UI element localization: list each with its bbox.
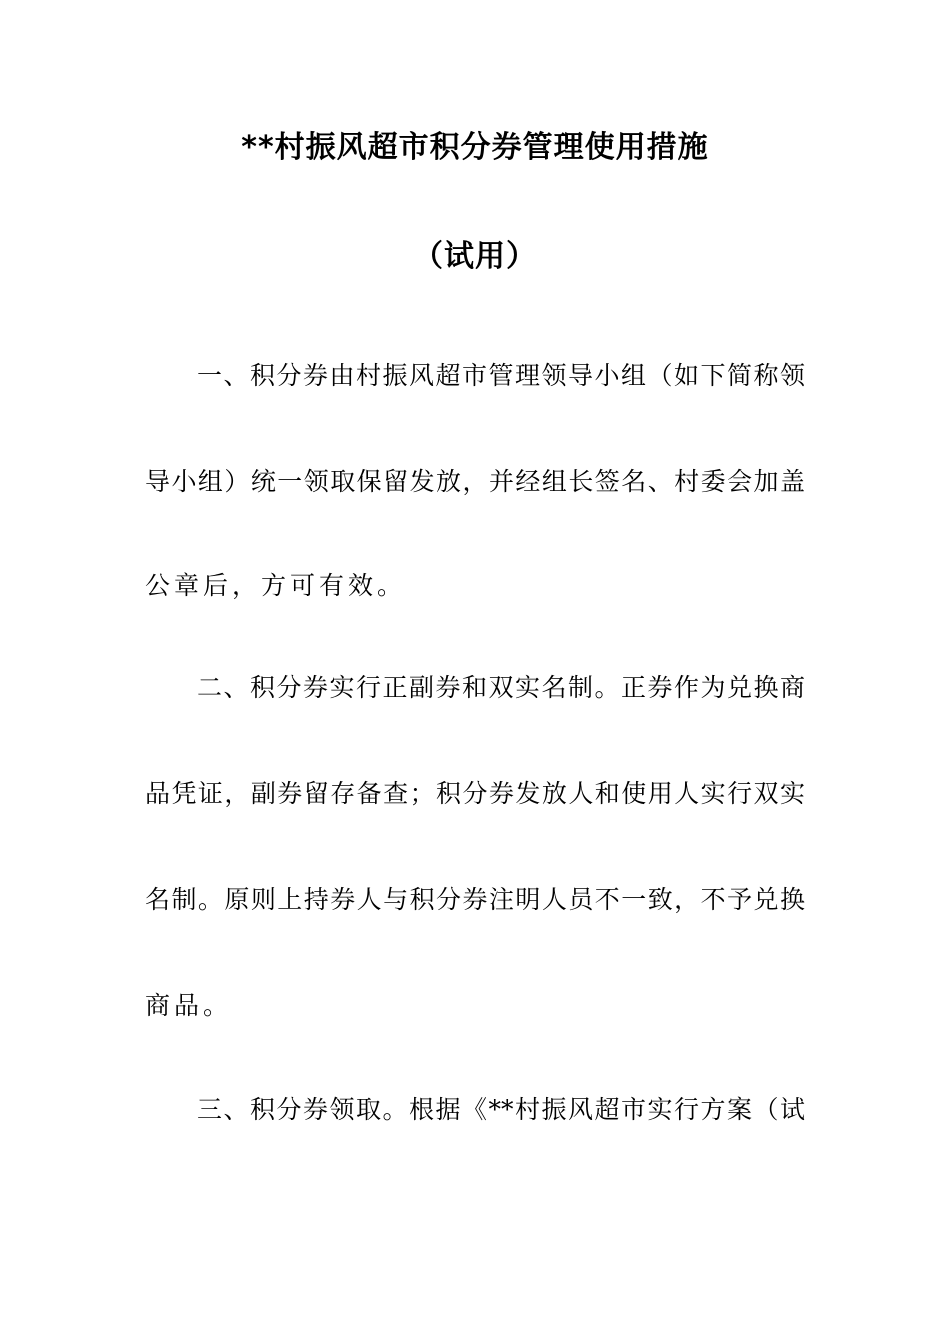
paragraph-3-line-1: 三、积分券领取。根据《**村振风超市实行方案（试	[197, 1095, 805, 1124]
document-subtitle: （试用）	[413, 239, 537, 274]
paragraph-1-line-2: 导小组）统一领取保留发放，并经组长签名、村委会加盖	[145, 467, 805, 496]
paragraph-1-line-3: 公章后，方可有效。	[145, 571, 407, 600]
paragraph-2-line-1: 二、积分券实行正副券和双实名制。正券作为兑换商	[197, 673, 805, 702]
paragraph-1-line-1: 一、积分券由村振风超市管理领导小组（如下简称领	[197, 361, 805, 390]
paragraph-2-line-4: 商品。	[145, 991, 233, 1020]
document-title: **村振风超市积分券管理使用措施	[241, 130, 709, 165]
paragraph-2-line-3: 名制。原则上持券人与积分券注明人员不一致，不予兑换	[145, 885, 805, 914]
paragraph-2-line-2: 品凭证，副券留存备查；积分券发放人和使用人实行双实	[145, 779, 805, 808]
